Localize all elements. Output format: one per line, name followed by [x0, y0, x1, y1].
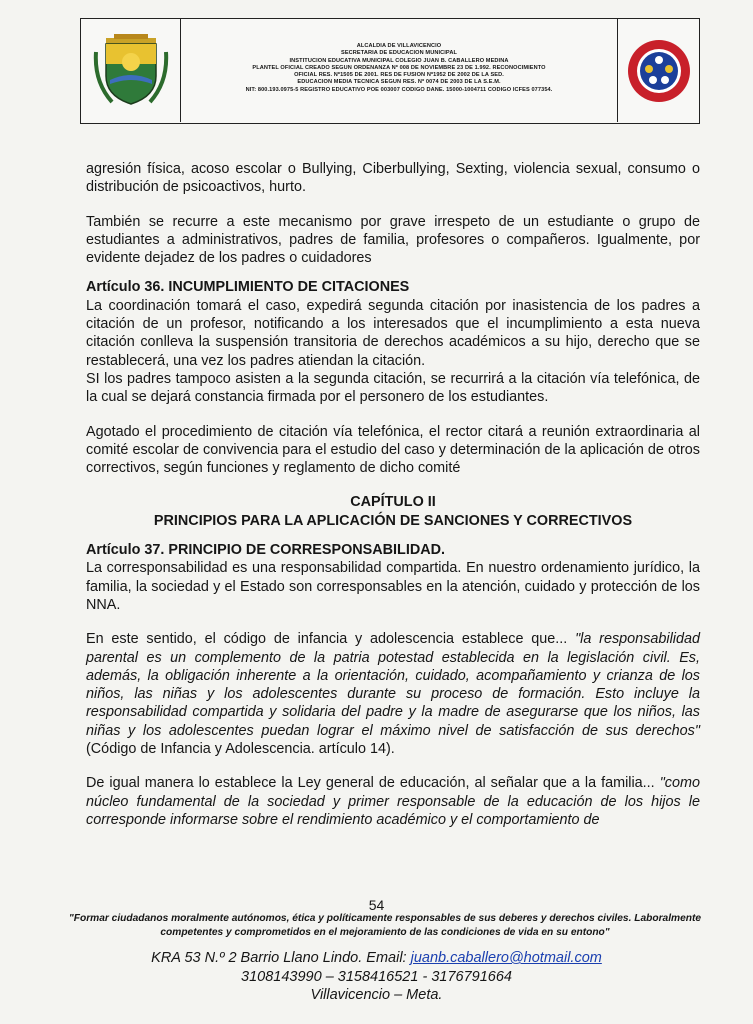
article-36-title: Artículo 36. INCUMPLIMIENTO DE CITACIONES [86, 279, 410, 296]
header-line: INSTITUCIÓN EDUCATIVA MUNICIPAL COLEGIO JUAN B. CABALLERO MEDINA [289, 57, 509, 64]
quote-text: "la responsabilidad parental es un complemento de la patria potestad establecida en la legislación civil. Es, además, la obligación inherente a la orientación, cuidado, acompañamiento y crianza de los niños, las niñas y los adolescentes durante su proceso de formación. Esto incluye la responsabilidad compartida y solidaria del padre y la madre de asegurarse que los niños, las niñas y los adolescentes puedan lograr el máximo nivel de satisfacción de sus derechos" [86, 631, 700, 739]
page-number: 54 [368, 897, 385, 913]
header-line: NIT: 800.193.0975-5 REGISTRO EDUCATIVO POE 003007 CODIGO DANE. 15000-1004711 CODIGO ICFES 077354. [245, 86, 553, 93]
quote-lead: En este sentido, el código de infancia y adolescencia establece que... [86, 631, 576, 648]
school-seal [617, 19, 699, 122]
quote-lead: De igual manera lo establece la Ley general de educación, al señalar que a la familia... [86, 775, 660, 792]
paragraph: agresión física, acoso escolar o Bullying, Ciberbullying, Sexting, violencia sexual, consumo o distribución de psicoactivos, hurto. [86, 161, 700, 196]
municipal-logo [81, 19, 181, 122]
paragraph: La coordinación tomará el caso, expedirá segunda citación por inasistencia de los padres a citación de un profesor, notificando a los interesados que el incumplimiento a esta nueva citación conlleva la suspensión transitoria de derechos académicos a su hijo, derecho que se restablecerá, una vez los padres atiendan la citación. [86, 297, 700, 369]
paragraph [86, 774, 700, 829]
quote-text: "como núcleo fundamental de la sociedad y primer responsable de la educación de los hijos le corresponde informarse sobre el rendimiento académico y el comportamiento de [86, 775, 700, 828]
email-link[interactable]: juanb.caballero@hotmail.com [410, 950, 602, 966]
school-motto: "Formar ciudadanos moralmente autónomos, ética y políticamente responsables de sus deberes y derechos civiles. Laboralmente competentes y comprometidos en el mejoramiento de las condiciones de vida en su entono" [68, 913, 702, 938]
header-line: PLANTEL OFICIAL CREADO SEGÚN ORDENANZA Nº 008 DE NOVIEMBRE 23 DE 1.992. RECONOCIMIENTO [252, 64, 546, 71]
header-line: OFICIAL RES. Nº1505 DE 2001. RES DE FUSIÓN Nº1952 DE 2002 DE LA SED. [294, 72, 504, 79]
paragraph: SI los padres tampoco asisten a la segunda citación, se recurrirá a la citación vía telefónica, de la cual se dejará constancia firmada por el personero de los estudiantes. [86, 370, 700, 406]
chapter-number: CAPÍTULO II [350, 494, 436, 511]
paragraph: Agotado el procedimiento de citación vía telefónica, el rector citará a reunión extraordinaria al comité escolar de convivencia para el estudio del caso y determinación de la aplicación de otros correctivos, según funciones y reglamento de dicho comité [86, 423, 700, 477]
institution-info [185, 43, 613, 94]
address-line [0, 949, 753, 968]
paragraph: También se recurre a este mecanismo por grave irrespeto de un estudiante o grupo de estudiantes a administrativos, padres de familia, profesores o compañeros. Igualmente, por evidente dejadez de los padres o cuidadores [86, 213, 700, 267]
paragraph: La corresponsabilidad es una responsabilidad compartida. En nuestro ordenamiento jurídico, la familia, la sociedad y el Estado son corresponsables en la atención, cuidado y protección de los NNA. [86, 560, 700, 613]
city: Villavicencio – Meta. [310, 987, 443, 1003]
article-37-title: Artículo 37. PRINCIPIO DE CORRESPONSABILIDAD. [86, 542, 446, 559]
header-line: ALCALDÍA DE VILLAVICENCIO [356, 43, 442, 49]
letterhead [80, 18, 700, 124]
header-line: EDUCACIÓN MEDIA TÉCNICA SEGÚN RES. Nº 0074 DE 2003 DE LA S.E.M. [297, 79, 501, 86]
paragraph [86, 630, 700, 758]
document-body [86, 160, 700, 829]
phone-numbers: 3108143990 – 3158416521 - 3176791664 [241, 968, 512, 985]
contact-info [0, 949, 753, 1005]
header-line: SECRETARÍA DE EDUCACIÓN MUNICIPAL [340, 50, 457, 57]
quote-reference: (Código de Infancia y Adolescencia. artículo 14). [86, 741, 395, 758]
address-text: KRA 53 N.º 2 Barrio Llano Lindo. Email: [151, 950, 411, 966]
chapter-title: PRINCIPIOS PARA LA APLICACIÓN DE SANCIONES Y CORRECTIVOS [153, 512, 633, 529]
